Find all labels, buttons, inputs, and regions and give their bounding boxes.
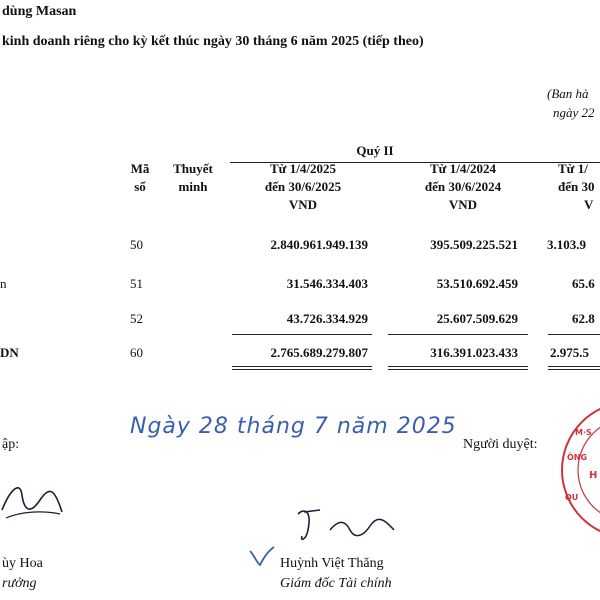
quarter-label: Quý II (356, 143, 394, 158)
circular-note-line1: (Ban hà (547, 86, 589, 101)
subtotal-rule-2024 (388, 334, 528, 335)
cfo-signature (290, 500, 400, 550)
company-stamp (555, 400, 600, 540)
header-col-2025-line2: đến 30/6/2025 (264, 179, 342, 194)
header-col-3-unit: V (584, 197, 594, 212)
row-52-code: 52 (130, 311, 143, 326)
header-col-2025 (228, 160, 378, 214)
cfo-name: Huỳnh Việt Thăng (280, 556, 384, 571)
total-rule-2025-b (232, 369, 372, 370)
header-col-2024-line2: đến 30/6/2024 (424, 179, 502, 194)
preparer-title: rưởng (2, 576, 37, 591)
preparer-signature (0, 470, 70, 530)
header-ma-so-line2: số (134, 179, 146, 194)
row-60-value-col3: 2.975.5 (550, 345, 589, 360)
total-rule-2024-a (388, 366, 528, 367)
svg-text:H: H (589, 470, 598, 481)
approver-label: Người duyệt: (463, 437, 538, 452)
subtotal-rule-2025 (232, 334, 372, 335)
header-thuyet-minh (158, 160, 228, 196)
cfo-title: Giám đốc Tài chính (280, 576, 392, 591)
preparer-label: ập: (2, 437, 20, 452)
header-col-2024-unit: VND (448, 197, 478, 212)
header-ma-so-line1: Mã (130, 161, 150, 176)
row-52-value-2024: 25.607.509.629 (436, 311, 518, 326)
company-name: dùng Masan (2, 4, 77, 19)
total-rule-col3-b (548, 369, 600, 370)
header-col-3-line2: đến 30 (558, 179, 595, 194)
header-col-2024-line1: Từ 1/4/2024 (430, 161, 496, 176)
row-51-value-col3: 65.6 (572, 276, 595, 291)
svg-text:QU: QU (565, 493, 579, 502)
row-50-value-2024: 395.509.225.521 (430, 237, 518, 252)
row-51-value-2025: 31.546.334.403 (286, 276, 368, 291)
header-ma-so (120, 160, 160, 196)
header-thuyet-minh-line1: Thuyết (173, 161, 213, 176)
header-thuyet-minh-line2: minh (178, 179, 208, 194)
svg-text:ÔNG: ÔNG (567, 453, 588, 462)
header-col-3-line1: Từ 1/ (558, 161, 588, 176)
handwritten-date: Ngày 28 tháng 7 năm 2025 (130, 414, 457, 439)
header-col-2025-line1: Từ 1/4/2025 (270, 161, 336, 176)
row-51-label: n (0, 276, 7, 291)
row-60-code: 60 (130, 345, 143, 360)
header-col-2024 (388, 160, 538, 214)
row-52-value-col3: 62.8 (572, 311, 595, 326)
total-rule-2024-b (388, 369, 528, 370)
row-50-code: 50 (130, 237, 143, 252)
circular-note-line2: ngày 22 (553, 105, 595, 120)
row-51-code: 51 (130, 276, 143, 291)
initial-checkmark (248, 545, 278, 569)
row-60-value-2024: 316.391.023.433 (430, 345, 518, 360)
subtotal-rule-col3 (548, 334, 600, 335)
row-52-value-2025: 43.726.334.929 (286, 311, 368, 326)
total-rule-col3-a (548, 366, 600, 367)
header-col-3 (558, 160, 600, 214)
svg-text:M·S: M·S (575, 428, 592, 437)
row-50-value-col3: 3.103.9 (547, 237, 586, 252)
preparer-name: ùy Hoa (2, 556, 43, 571)
report-subtitle: kinh doanh riêng cho kỳ kết thúc ngày 30 tháng 6 năm 2025 (tiếp theo) (2, 34, 424, 49)
row-50-value-2025: 2.840.961.949.139 (270, 237, 368, 252)
total-rule-2025-a (232, 366, 372, 367)
header-col-2025-unit: VND (288, 197, 318, 212)
row-51-value-2024: 53.510.692.459 (436, 276, 518, 291)
row-60-label: DN (0, 345, 19, 360)
row-60-value-2025: 2.765.689.279.807 (270, 345, 368, 360)
